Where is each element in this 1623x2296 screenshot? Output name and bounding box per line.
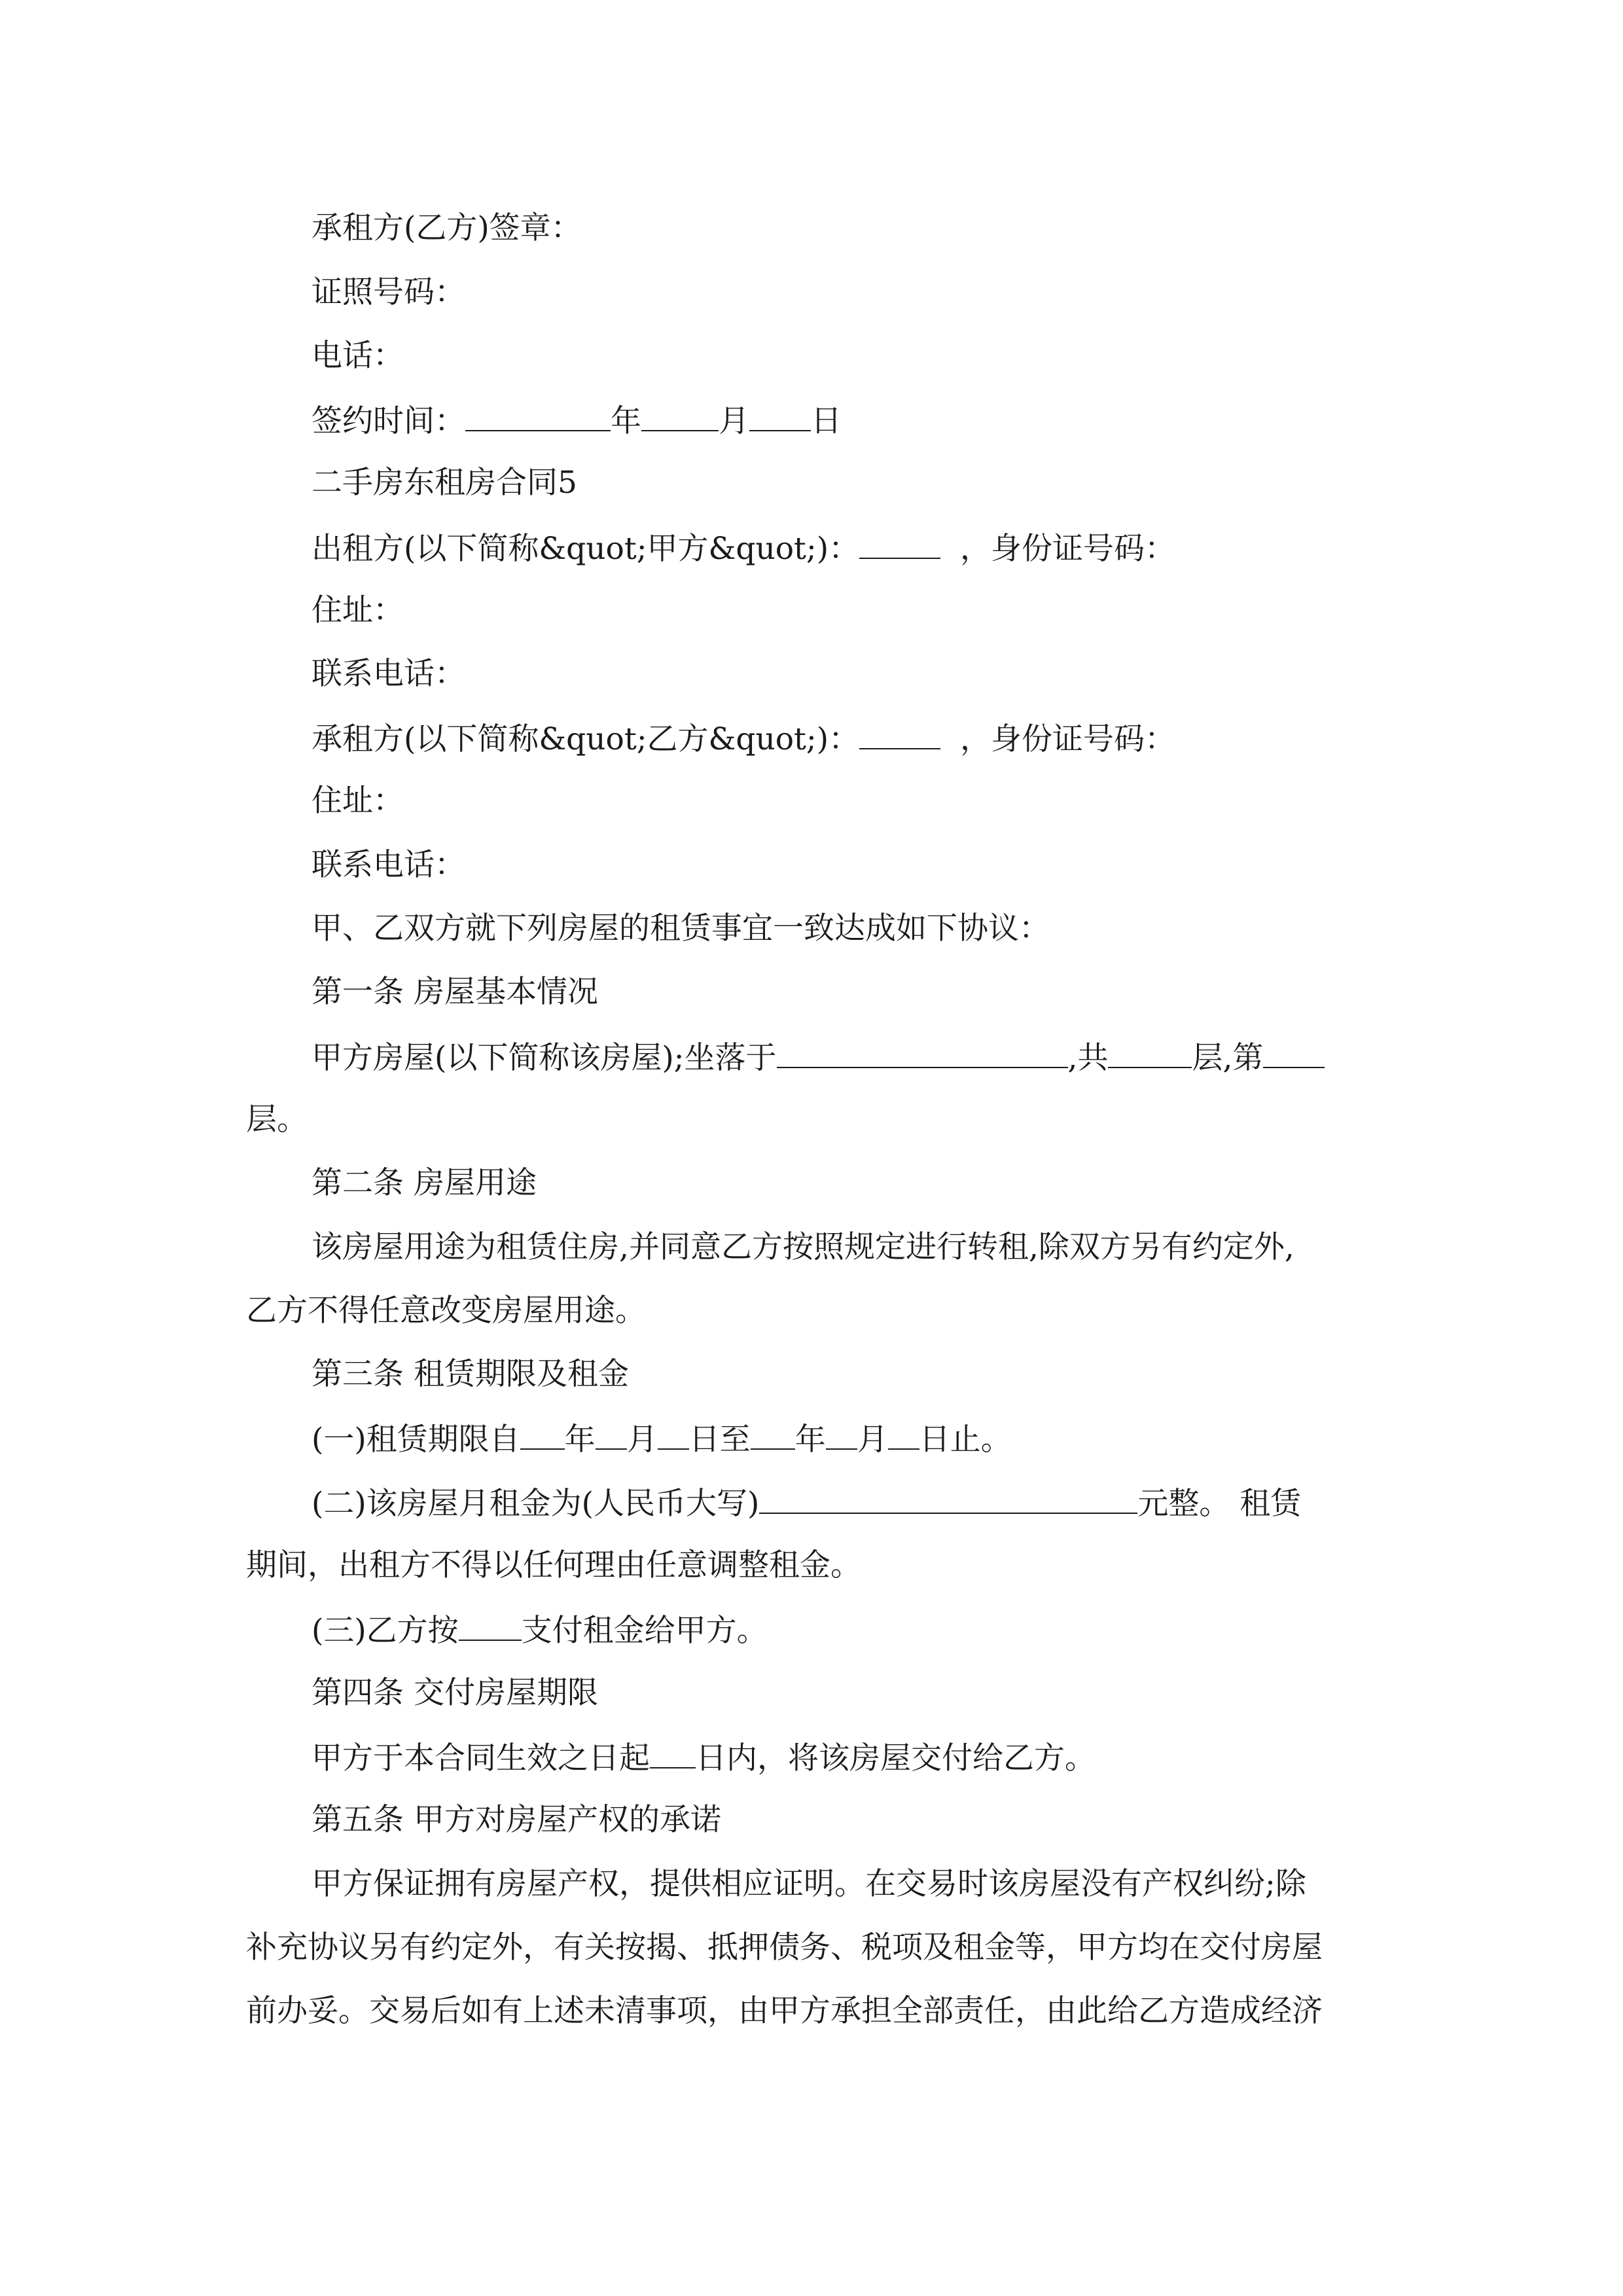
article-5-line-1: 甲方保证拥有房屋产权，提供相应证明。在交易时该房屋没有产权纠纷;除 bbox=[312, 1866, 1306, 1902]
end-year-word: 年 bbox=[794, 1422, 826, 1458]
article-3-item-2-cont: 期间，出租方不得以任何理由任意调整租金。 bbox=[246, 1547, 861, 1583]
lessee-label: 承租方(以下简称&quot;乙方&quot;)： bbox=[312, 721, 860, 757]
delivery-days-suffix: 日内，将该房屋交付给乙方。 bbox=[696, 1740, 1096, 1776]
total-floors-blank bbox=[1108, 1041, 1192, 1068]
signing-date-line bbox=[312, 404, 842, 437]
agreement-intro: 甲、乙双方就下列房屋的租赁事宜一致达成如下协议： bbox=[312, 910, 1050, 946]
lessor-line bbox=[312, 531, 1175, 567]
article-1-text bbox=[312, 1040, 1325, 1076]
article-4-text bbox=[312, 1741, 1096, 1774]
end-day-blank bbox=[888, 1422, 919, 1450]
year-blank bbox=[465, 404, 611, 431]
signing-date-label: 签约时间： bbox=[312, 403, 465, 439]
article-3-item-1 bbox=[312, 1422, 1012, 1458]
end-day-word: 日止。 bbox=[919, 1422, 1012, 1458]
payment-method-blank bbox=[459, 1613, 522, 1641]
id-number-label: 证照号码： bbox=[312, 274, 465, 310]
article-5-line-2: 补充协议另有约定外，有关按揭、抵押债务、税项及租金等，甲方均在交付房屋 bbox=[246, 1929, 1323, 1965]
article-4-heading: 第四条 交付房屋期限 bbox=[312, 1675, 598, 1711]
lessor-id-label: ，身份证号码： bbox=[960, 531, 1175, 567]
lessee-signature-label: 承租方(乙方)签章： bbox=[312, 210, 582, 246]
day-blank bbox=[749, 404, 811, 431]
monthly-rent-label: (二)该房屋月租金为(人民币大写) bbox=[312, 1486, 760, 1522]
lessor-address-label: 住址： bbox=[312, 592, 404, 628]
article-5-heading: 第五条 甲方对房屋产权的承诺 bbox=[312, 1802, 721, 1838]
start-day-to-word: 日至 bbox=[688, 1422, 751, 1458]
floor-blank bbox=[1263, 1041, 1325, 1068]
end-month-word: 月 bbox=[857, 1422, 888, 1458]
year-word: 年 bbox=[611, 403, 641, 439]
article-3-heading: 第三条 租赁期限及租金 bbox=[312, 1356, 629, 1392]
lessee-address-label: 住址： bbox=[312, 783, 404, 819]
delivery-days-blank bbox=[650, 1741, 696, 1768]
monthly-rent-blank bbox=[759, 1486, 1137, 1514]
lessee-name-blank bbox=[859, 722, 940, 749]
start-month-word: 月 bbox=[626, 1422, 658, 1458]
start-day-blank bbox=[658, 1422, 689, 1450]
lessor-label: 出租方(以下简称&quot;甲方&quot;)： bbox=[312, 531, 860, 567]
payment-method-label: (三)乙方按 bbox=[312, 1613, 459, 1649]
month-word: 月 bbox=[719, 403, 749, 439]
payment-method-suffix: 支付租金给甲方。 bbox=[521, 1613, 768, 1649]
lessee-id-label: ，身份证号码： bbox=[960, 721, 1175, 757]
lessor-phone-label: 联系电话： bbox=[312, 656, 465, 692]
month-blank bbox=[641, 404, 719, 431]
article-3-item-2 bbox=[312, 1486, 1302, 1522]
article-1-heading: 第一条 房屋基本情况 bbox=[312, 974, 598, 1010]
start-year-word: 年 bbox=[564, 1422, 596, 1458]
article-3-item-3 bbox=[312, 1613, 768, 1649]
article-2-heading: 第二条 房屋用途 bbox=[312, 1165, 537, 1201]
article-2-line-1: 该房屋用途为租赁住房,并同意乙方按照规定进行转租,除双方另有约定外, bbox=[312, 1229, 1294, 1265]
lessor-name-blank bbox=[859, 531, 940, 559]
contract-title: 二手房东租房合同5 bbox=[312, 465, 577, 501]
location-blank bbox=[777, 1041, 1068, 1068]
monthly-rent-unit: 元整。 租赁 bbox=[1137, 1486, 1302, 1522]
day-word: 日 bbox=[811, 403, 842, 439]
lessee-line bbox=[312, 722, 1175, 755]
article-1-text-end: 层。 bbox=[246, 1102, 308, 1138]
end-month-blank bbox=[826, 1422, 857, 1450]
article-1-location-label: 甲方房屋(以下简称该房屋);坐落于 bbox=[312, 1040, 777, 1076]
lessee-phone-label: 联系电话： bbox=[312, 847, 465, 883]
start-year-blank bbox=[520, 1422, 565, 1450]
delivery-days-label: 甲方于本合同生效之日起 bbox=[312, 1740, 650, 1776]
article-1-total-floors-label: ,共 bbox=[1067, 1040, 1109, 1076]
start-month-blank bbox=[596, 1422, 627, 1450]
end-year-blank bbox=[751, 1422, 795, 1450]
article-5-line-3: 前办妥。交易后如有上述未清事项，由甲方承担全部责任，由此给乙方造成经济 bbox=[246, 1993, 1323, 2029]
article-1-floor-label: 层,第 bbox=[1192, 1040, 1264, 1076]
lease-term-label: (一)租赁期限自 bbox=[312, 1422, 520, 1458]
article-2-line-2: 乙方不得任意改变房屋用途。 bbox=[246, 1293, 646, 1329]
phone-label: 电话： bbox=[312, 338, 404, 374]
